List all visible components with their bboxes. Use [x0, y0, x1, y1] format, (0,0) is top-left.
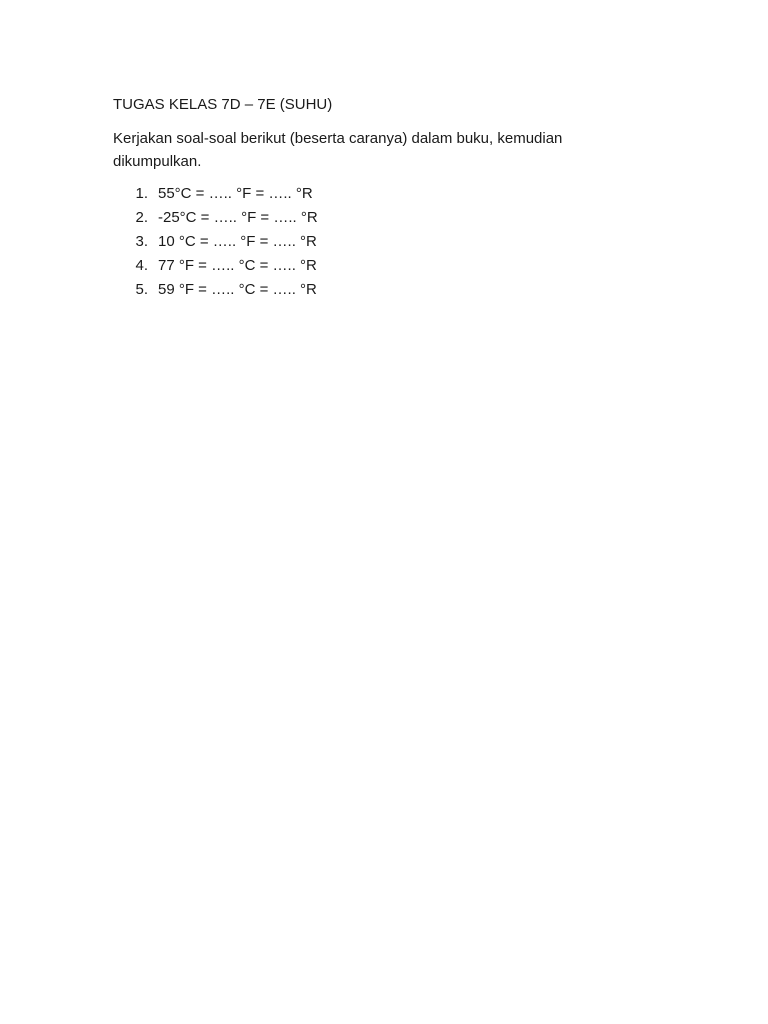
question-item — [113, 254, 653, 278]
question-item — [113, 206, 653, 230]
question-number: 4. — [135, 257, 148, 274]
question-number: 3. — [135, 233, 148, 250]
question-number: 5. — [135, 281, 148, 298]
question-text: 55°C = ….. °F = ….. °R — [158, 185, 313, 202]
question-text: -25°C = ….. °F = ….. °R — [158, 209, 318, 226]
document-title: TUGAS KELAS 7D – 7E (SUHU) — [113, 96, 333, 113]
question-list — [113, 182, 653, 302]
question-item — [113, 230, 653, 254]
question-number: 2. — [135, 209, 148, 226]
instruction-paragraph: Kerjakan soal-soal berikut (beserta caranya) dalam buku, kemudian dikumpulkan. — [113, 130, 563, 170]
question-text: 10 °C = ….. °F = ….. °R — [158, 233, 317, 250]
question-text: 77 °F = ….. °C = ….. °R — [158, 257, 317, 274]
question-number: 1. — [135, 185, 148, 202]
question-text: 59 °F = ….. °C = ….. °R — [158, 281, 317, 298]
document-content — [113, 94, 653, 302]
question-item — [113, 278, 653, 302]
question-item — [113, 182, 653, 206]
